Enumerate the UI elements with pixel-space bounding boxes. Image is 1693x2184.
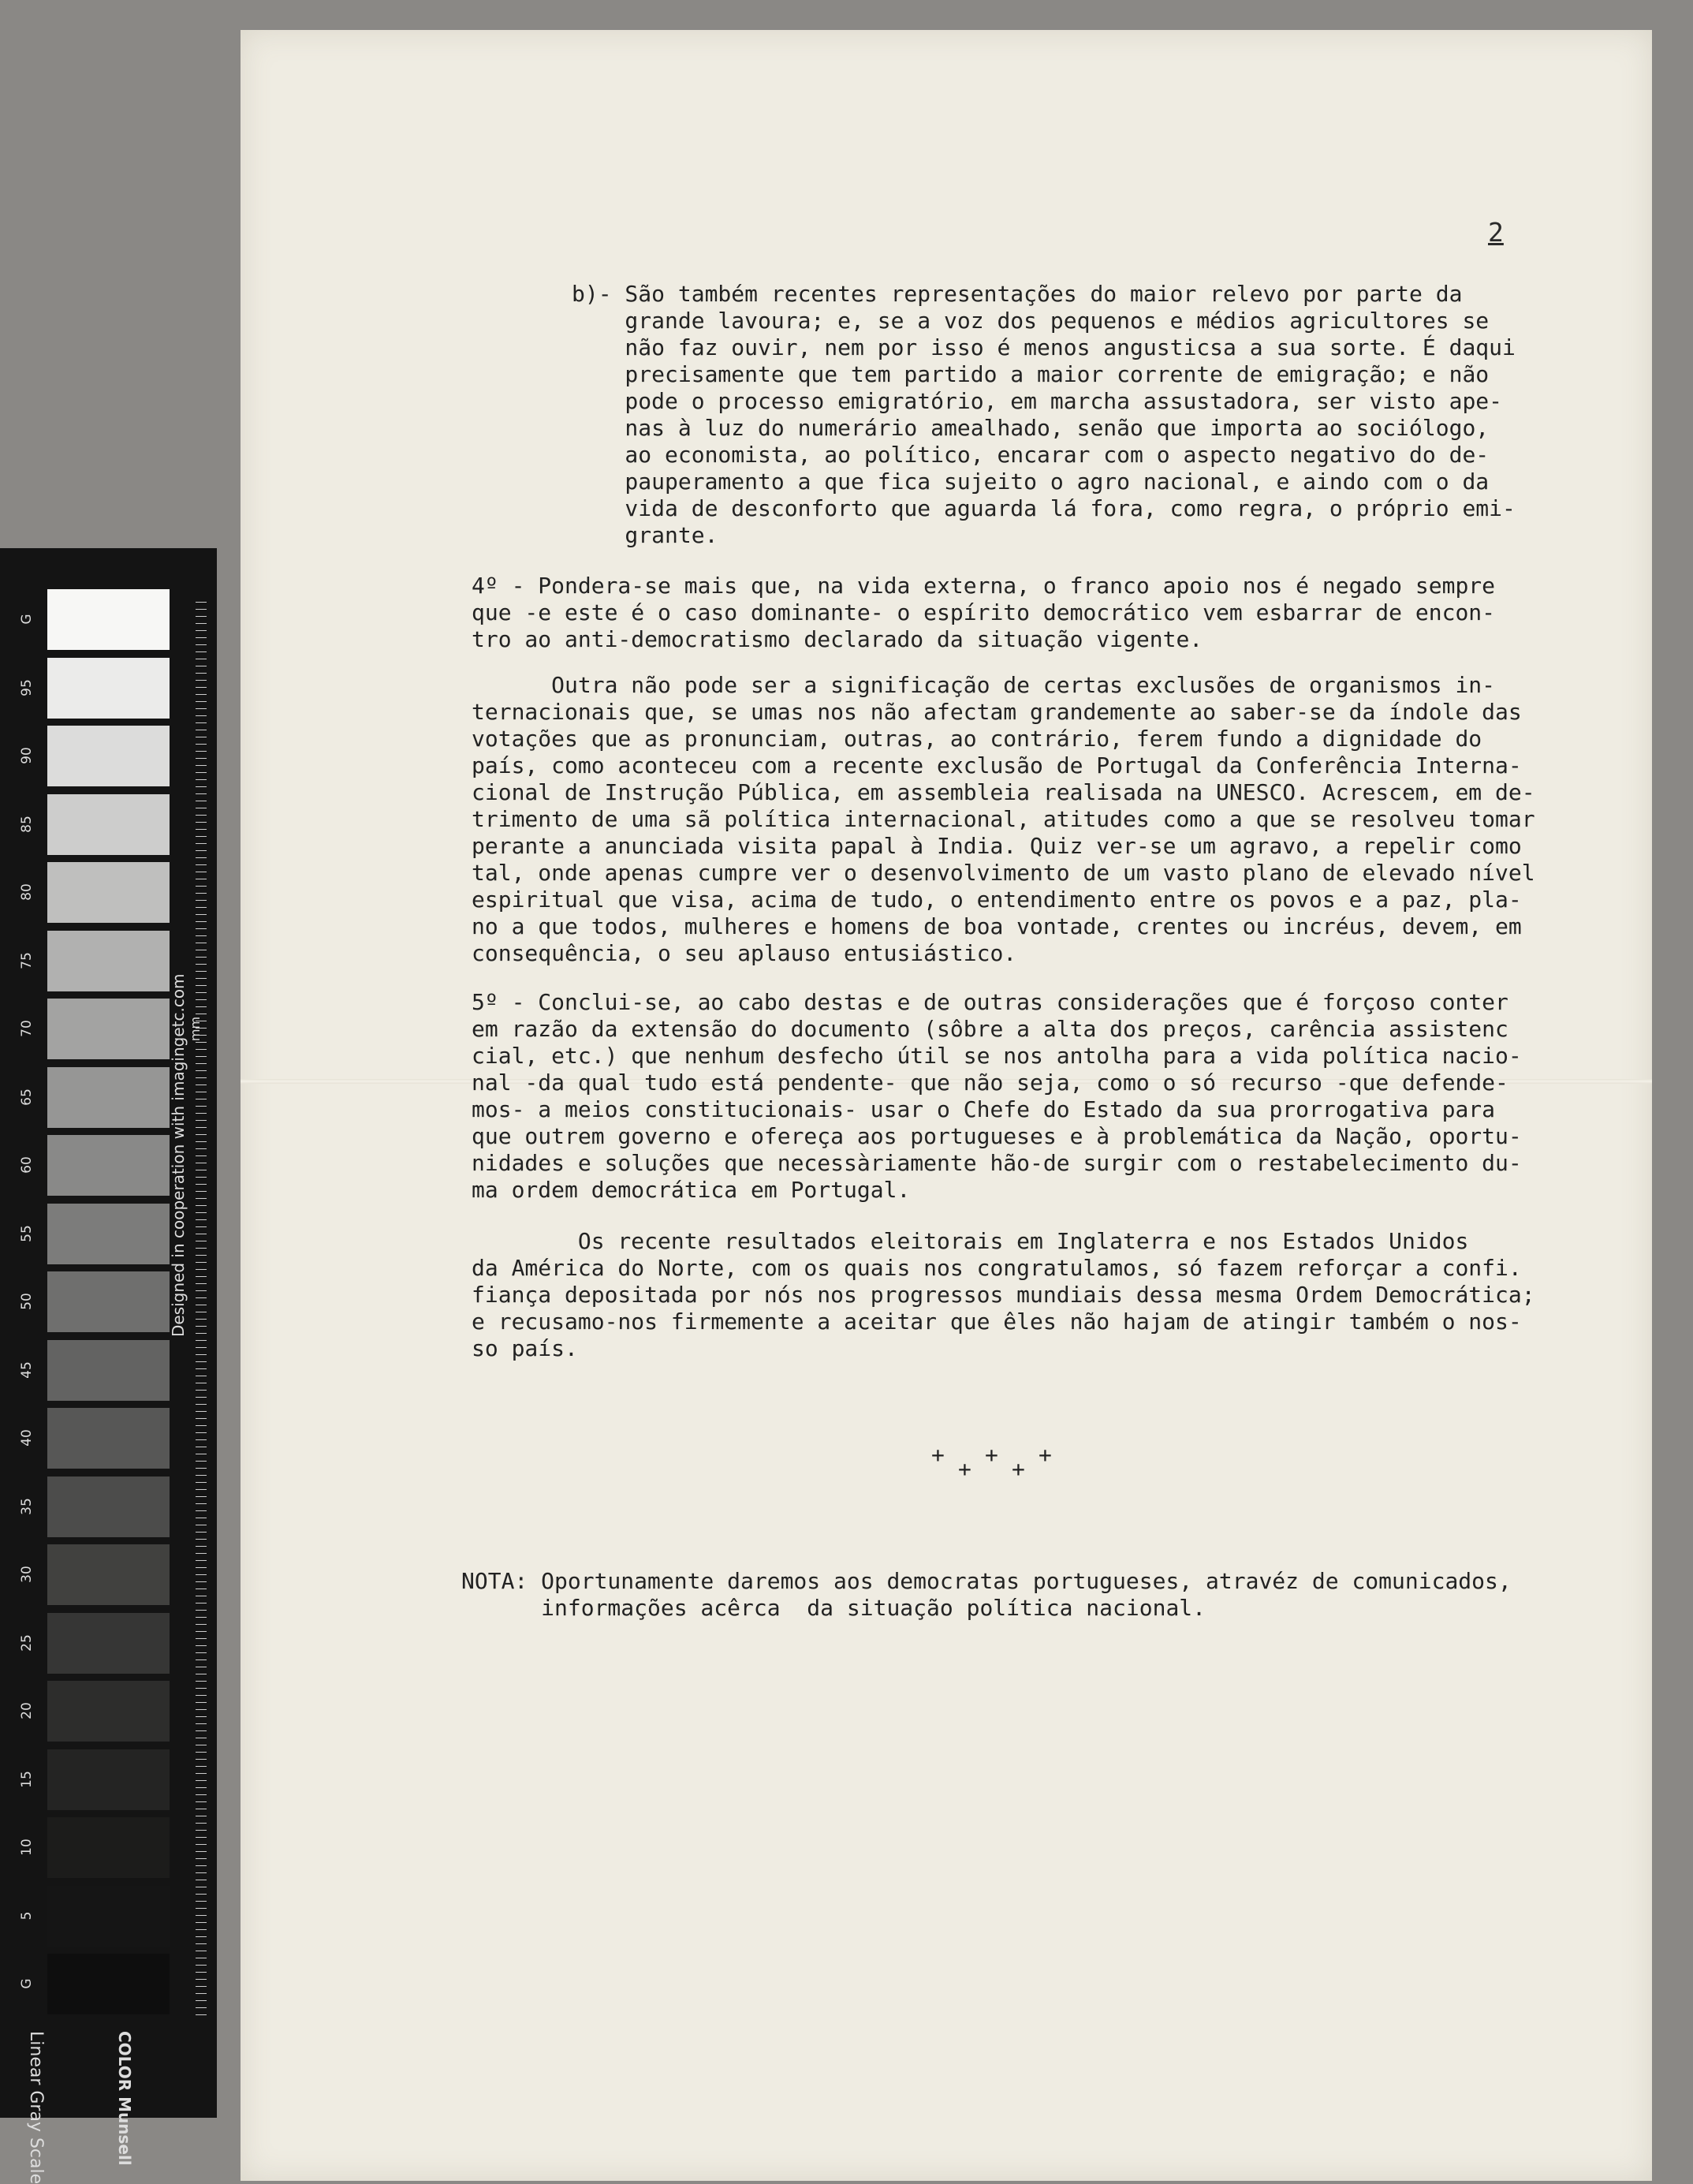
item-b [572, 281, 1516, 549]
separator-plus: + [931, 1442, 945, 1468]
gray-patch [47, 1886, 170, 1947]
gray-patches [47, 589, 170, 2017]
gray-patch [47, 862, 170, 923]
gray-scale-ticks [11, 589, 43, 2017]
tick-label: 10 [19, 1839, 35, 1856]
munsell-logo [115, 2031, 134, 2166]
tick-label: 15 [19, 1770, 35, 1788]
gray-patch [47, 1544, 170, 1605]
text-line: não faz ouvir, nem por isso é menos angusticsa a sua sorte. É daqui [572, 334, 1516, 360]
text-line: país, como aconteceu com a recente exclusão de Portugal da Conferência Interna- [472, 752, 1522, 778]
text-line: Outra não pode ser a significação de certas exclusões de organismos in- [472, 672, 1496, 698]
text-line: da América do Norte, com os quais nos congratulamos, só fazem reforçar a confi. [472, 1255, 1522, 1281]
gray-patch [47, 1340, 170, 1401]
text-line: NOTA: Oportunamente daremos aos democratas portugueses, atravéz de comunicados, [461, 1568, 1512, 1594]
text-line: votações que as pronunciam, outras, ao contrário, ferem fundo a dignidade do [472, 726, 1482, 752]
text-line: b)- São também recentes representações do maior relevo por parte da [572, 281, 1463, 307]
gray-patch [47, 1067, 170, 1128]
gray-patch [47, 794, 170, 855]
text-line: nidades e soluções que necessàriamente hão-de surgir com o restabelecimento du- [472, 1150, 1522, 1176]
tick-label: 80 [19, 883, 35, 901]
text-line: 4º - Pondera-se mais que, na vida externa, o franco apoio nos é negado sempre [472, 573, 1496, 599]
mm-ruler [196, 595, 207, 2015]
gray-patch [47, 1681, 170, 1742]
tick-label: 45 [19, 1361, 35, 1379]
gray-patch [47, 1271, 170, 1332]
item-4 [472, 573, 1495, 653]
tick-label: G [19, 614, 35, 625]
chart-caption: Linear Gray Scale [26, 2031, 46, 2184]
page-number: 2 [1488, 217, 1504, 248]
gray-patch [47, 1408, 170, 1469]
tick-label: 70 [19, 1020, 35, 1037]
nota [461, 1568, 1512, 1622]
tick-label: 95 [19, 678, 35, 696]
text-line: 5º - Conclui-se, ao cabo destas e de outras considerações que é forçoso conter [472, 989, 1508, 1015]
text-line: informações acêrca da situação política nacional. [461, 1595, 1206, 1621]
gray-patch [47, 1477, 170, 1537]
gray-patch [47, 1204, 170, 1264]
text-line: consequência, o seu aplauso entusiástico. [472, 940, 1017, 966]
text-line: pode o processo emigratório, em marcha assustadora, ser visto ape- [572, 388, 1503, 414]
text-line: grante. [572, 522, 718, 548]
text-line: fiança depositada por nós nos progressos mundiais dessa mesma Ordem Democrática; [472, 1282, 1535, 1308]
gray-patch [47, 999, 170, 1059]
separator-plus: + [985, 1442, 998, 1468]
brand-sub: COLOR [115, 2031, 134, 2092]
gray-patch [47, 1954, 170, 2014]
separator-plus: + [1039, 1442, 1052, 1468]
text-line: Os recente resultados eleitorais em Inglaterra e nos Estados Unidos [472, 1228, 1469, 1254]
text-line: nal -da qual tudo está pendente- que não seja, como o só recurso -que defende- [472, 1070, 1508, 1096]
tick-label: 40 [19, 1429, 35, 1447]
gray-patch [47, 1749, 170, 1810]
gray-patch [47, 931, 170, 991]
text-line: ma ordem democrática em Portugal. [472, 1177, 911, 1203]
tick-label: 85 [19, 815, 35, 833]
chart-credit: Designed in cooperation with imagingetc.com [169, 973, 188, 1337]
tick-label: 65 [19, 1088, 35, 1106]
tick-label: 50 [19, 1293, 35, 1310]
text-line: mos- a meios constitucionais- usar o Chefe do Estado da sua prorrogativa para [472, 1096, 1496, 1122]
text-line: trimento de uma sã política internacional, atitudes como a que se resolveu tomar [472, 806, 1535, 832]
item-5 [472, 989, 1522, 1204]
text-line: pauperamento a que fica sujeito o agro nacional, e aindo com o da [572, 469, 1490, 495]
text-line: que -e este é o caso dominante- o espírito democrático vem esbarrar de encon- [472, 599, 1496, 625]
text-line: ao economista, ao político, encarar com o aspecto negativo do de- [572, 442, 1490, 468]
text-line: e recusamo-nos firmemente a aceitar que êles não hajam de atingir também o nos- [472, 1309, 1522, 1335]
text-line: so país. [472, 1335, 578, 1361]
text-line: que outrem governo e ofereça aos portugueses e à problemática da Nação, oportu- [472, 1123, 1522, 1149]
tick-label: 5 [19, 1911, 35, 1920]
tick-label: 75 [19, 951, 35, 969]
tick-label: 30 [19, 1566, 35, 1583]
text-line: ternacionais que, se umas nos não afectam grandemente ao saber-se da índole das [472, 699, 1522, 725]
text-line: cial, etc.) que nenhum desfecho útil se nos antolha para a vida política nacio- [472, 1043, 1522, 1069]
text-line: em razão da extensão do documento (sôbre a alta dos preços, carência assistenc [472, 1016, 1508, 1042]
tick-label: 60 [19, 1156, 35, 1174]
brand-name: Munsell [115, 2096, 134, 2166]
gray-patch [47, 658, 170, 719]
paragraph-outra [472, 672, 1535, 967]
tick-label: G [19, 1978, 35, 1989]
gray-patch [47, 1613, 170, 1674]
separator-plus: + [1012, 1456, 1025, 1482]
tick-label: 35 [19, 1497, 35, 1515]
tick-label: 25 [19, 1633, 35, 1652]
document-page [241, 30, 1652, 2181]
separator-plus: + [958, 1456, 971, 1482]
gray-patch [47, 726, 170, 786]
tick-label: 20 [19, 1702, 35, 1719]
gray-patch [47, 1135, 170, 1196]
gray-patch [47, 589, 170, 650]
gray-scale-chart [0, 548, 217, 2184]
text-line: no a que todos, mulheres e homens de boa vontade, crentes ou incréus, devem, em [472, 913, 1522, 939]
paragraph-elections [472, 1228, 1535, 1362]
tick-label: 90 [19, 747, 35, 764]
text-line: tro ao anti-democratismo declarado da situação vigente. [472, 626, 1203, 652]
text-line: grande lavoura; e, se a voz dos pequenos e médios agricultores se [572, 308, 1490, 334]
text-line: cional de Instrução Pública, em assembleia realisada na UNESCO. Acrescem, em de- [472, 779, 1535, 805]
ruler-unit: mm [188, 1016, 203, 1042]
gray-patch [47, 1817, 170, 1878]
text-line: tal, onde apenas cumpre ver o desenvolvimento de um vasto plano de elevado nível [472, 860, 1535, 886]
text-line: espiritual que visa, acima de tudo, o entendimento entre os povos e a paz, pla- [472, 887, 1522, 913]
tick-label: 55 [19, 1224, 35, 1242]
text-line: nas à luz do numerário amealhado, senão que importa ao sociólogo, [572, 415, 1490, 441]
text-line: vida de desconforto que aguarda lá fora, como regra, o próprio emi- [572, 495, 1516, 521]
text-line: perante a anunciada visita papal à India. Quiz ver-se um agravo, a repelir como [472, 833, 1522, 859]
text-line: precisamente que tem partido a maior corrente de emigração; e não [572, 361, 1490, 387]
